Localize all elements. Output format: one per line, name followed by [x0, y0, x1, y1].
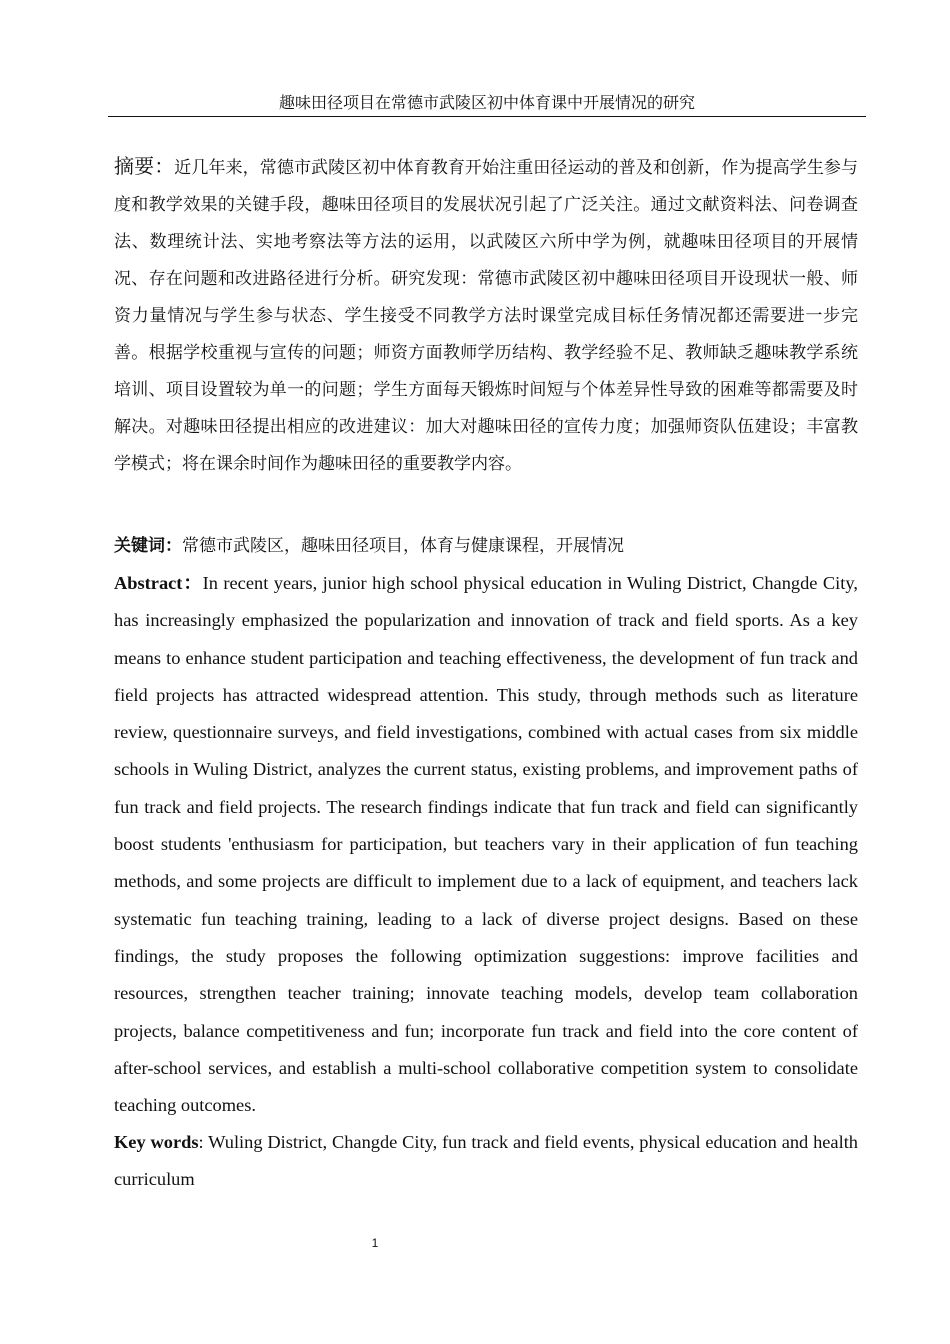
english-abstract-label: Abstract： [114, 573, 203, 593]
chinese-keywords [114, 531, 858, 561]
english-keywords [114, 1124, 858, 1199]
chinese-abstract-label: 摘要： [114, 154, 175, 178]
header-rule [108, 116, 866, 117]
chinese-keywords-label: 关键词： [114, 536, 182, 556]
chinese-keywords-text: 常德市武陵区，趣味田径项目，体育与健康课程，开展情况 [182, 536, 624, 556]
running-header-title: 趣味田径项目在常德市武陵区初中体育课中开展情况的研究 [278, 93, 695, 112]
chinese-abstract-text: 近几年来，常德市武陵区初中体育教育开始注重田径运动的普及和创新，作为提高学生参与度和教学效果的关键手段，趣味田径项目的发展状况引起了广泛关注。通过文献资料法、问卷调查法、数理统计法、实地考察法等方法的运用，以武陵区六所中学为例，就趣味田径项目的开展情况、存在问题和改进路径进行分析。研究发现：常德市武陵区初中趣味田径项目开设现状一般、师资力量情况与学生参与状态、学生接受不同教学方法时课堂完成目标任务情况都还需要进一步完善。根据学校重视与宣传的问题；师资方面教师学历结构、教学经验不足、教师缺乏趣味教学系统培训、项目设置较为单一的问题；学生方面每天锻炼时间短与个体差异性导致的困难等都需要及时解决。对趣味田径提出相应的改进建议：加大对趣味田径的宣传力度；加强师资队伍建设；丰富教学模式；将在课余时间作为趣味田径的重要教学内容。 [114, 158, 859, 474]
page-number: 1 [371, 1236, 379, 1250]
english-keywords-text: Wuling District, Changde City, fun track and field events, physical education and health curriculum [114, 1132, 858, 1190]
english-keywords-label: Key words [114, 1132, 199, 1152]
chinese-abstract [114, 148, 858, 483]
english-keywords-separator: : [198, 1132, 209, 1152]
english-abstract-text: In recent years, junior high school physical education in Wuling District, Changde City, has increasingly emphasized the popularization and innovation of track and field sports. As a key means to enhance student participation and teaching effectiveness, the development of fun track and field projects has attracted widespread attention. This study, through methods such as literature review, questionnaire surveys, and field investigations, combined with actual cases from six middle schools in Wuling District, analyzes the current status, existing problems, and improvement paths of fun track and field projects. The research findings indicate that fun track and field can significantly boost students 'enthusiasm for participation, but teachers vary in their application of fun teaching methods, and some projects are difficult to implement due to a lack of equipment, and teachers lack systematic fun teaching training, leading to a lack of diverse project designs. Based on these findings, the study proposes the following optimization suggestions: improve facilities and resources, strengthen teacher training; innovate teaching models, develop team collaboration projects, balance competitiveness and fun; incorporate fun track and field into the core content of after-school services, and establish a multi-school collaborative competition system to consolidate teaching outcomes. [114, 573, 858, 1116]
english-abstract [114, 565, 858, 1124]
